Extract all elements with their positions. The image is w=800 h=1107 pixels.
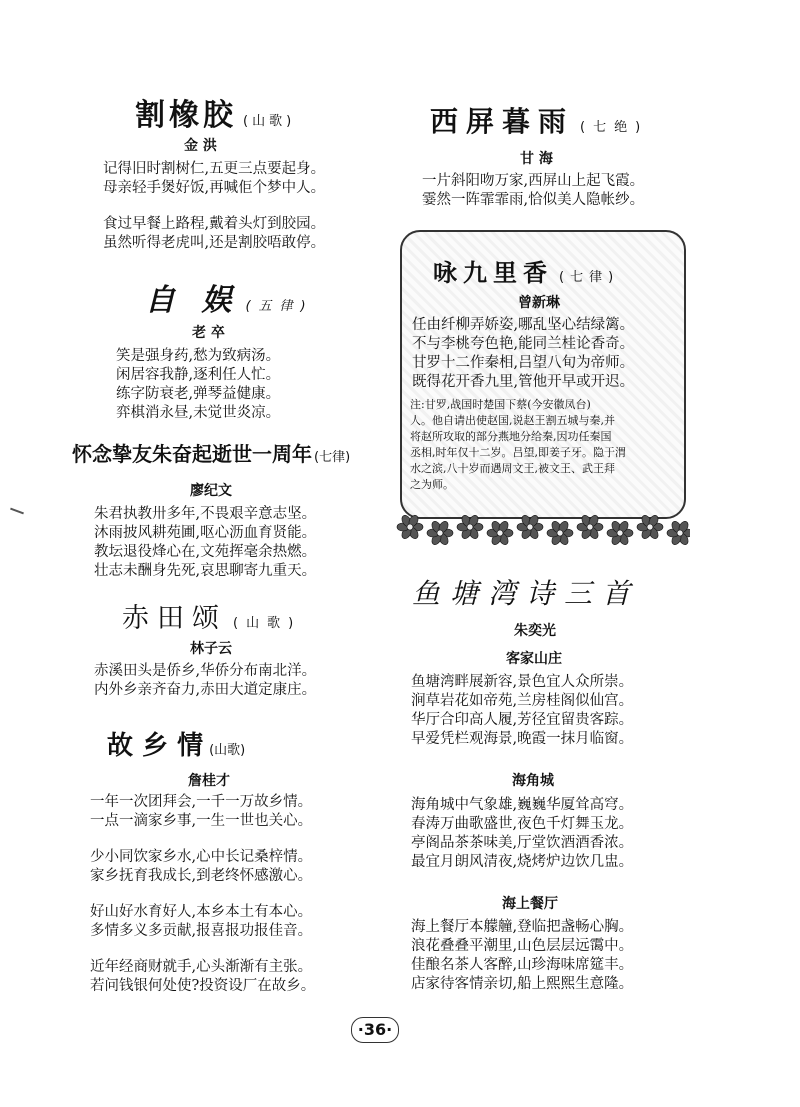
poem-line: 任由纤柳弄娇姿,哪乱坚心结绿篱。: [412, 317, 635, 333]
flower-center: [557, 530, 563, 536]
section-subtitle-haijiao: 海角城: [512, 773, 554, 789]
poem-line: 亭阁品茶茶味美,厅堂饮酒酒香浓。: [411, 835, 634, 851]
poem-line: [90, 941, 315, 958]
poem-line: 注:甘罗,战国时楚国下蔡(今安徽凤台): [410, 398, 591, 411]
section-body-haijiao: [411, 796, 633, 872]
poem-line: 鱼塘湾畔展新容,景色宜人众所崇。: [411, 674, 634, 690]
poem-title-xiping: 西屏暮雨 (七绝): [430, 105, 649, 138]
poem-line: 虽然听得老虎叫,还是割胶唔敢停。: [103, 235, 326, 251]
section-body-hakka: [411, 673, 633, 749]
poem-line: 人。他自请出使赵国,说赵王割五城与秦,并: [410, 414, 615, 427]
poem-line: 最宜月朗风清夜,烧烤炉边饮几盅。: [411, 854, 634, 870]
poem-line: 之为师。: [410, 478, 454, 491]
flower-center: [647, 524, 653, 530]
poem-line: 内外乡亲齐奋力,赤田大道定康庄。: [94, 682, 317, 698]
poem-author: 林子云: [190, 641, 232, 657]
poem-line: 食过早餐上路程,戴着头灯到胶园。: [103, 216, 326, 232]
poem-body-self-amuse: [116, 347, 280, 423]
poem-body-xiping: [422, 172, 644, 210]
poem-title-memorial: 怀念挚友朱奋起逝世一周年 (七律): [72, 442, 351, 466]
poem-line: 一片斜阳吻万家,西屏山上起飞霞。: [422, 173, 645, 189]
poem-line: [90, 886, 315, 903]
poem-line: 笑是强身药,愁为致病汤。: [116, 348, 281, 364]
poem-line: 家乡抚育我成长,到老终怀感激心。: [90, 868, 313, 884]
poem-line: 闲居容我静,逐利任人忙。: [116, 367, 281, 383]
poem-body-rubber: [103, 160, 325, 253]
poem-line: 既得花开香九里,管他开早或开迟。: [412, 374, 635, 390]
poem-line: 一点一滴家乡事,一生一世也关心。: [90, 813, 313, 829]
poem-title-hometown: 故 乡 情 (山歌): [107, 731, 246, 761]
poem-line: 春涛万曲歌盛世,夜色千灯舞玉龙。: [411, 816, 634, 832]
flower-center: [467, 524, 473, 530]
flower-center: [407, 524, 413, 530]
poem-line: [90, 831, 315, 848]
poem-line: 少小同饮家乡水,心中长记桑梓情。: [90, 849, 313, 865]
poem-title-jiulixiang: 咏九里香 (七律): [433, 259, 620, 287]
page-number: ·36·: [351, 1017, 399, 1043]
poem-line: 将赵所攻取的部分燕地分给秦,因功任秦国: [410, 430, 612, 443]
poem-body-jiulixiang: [412, 316, 634, 392]
poem-line: 若问钱银何处使?投资设厂在故乡。: [90, 978, 316, 994]
poem-line: 近年经商财就手,心头渐渐有主张。: [90, 959, 313, 975]
poem-line: 霎然一阵霏霏雨,恰似美人隐帐纱。: [422, 192, 645, 208]
flower-center: [617, 530, 623, 536]
poem-line: 海角城中气象雄,巍巍华厦耸高穹。: [411, 797, 634, 813]
poem-author: 朱奕光: [514, 623, 556, 639]
poem-line: 涧草岩花如帝苑,兰房桂阁似仙宫。: [411, 693, 634, 709]
poem-line: [103, 198, 325, 215]
poem-annotation: [410, 397, 626, 493]
flower-border-decoration: [395, 505, 690, 555]
poem-body-chitian: [94, 662, 316, 700]
poem-title-self-amuse: 自 娱 (五律): [145, 283, 314, 318]
poem-line: 早爱凭栏观海景,晚霞一抹月临窗。: [411, 731, 634, 747]
poem-line: 佳酿名茶人客醉,山珍海味席筵丰。: [411, 957, 634, 973]
poem-line: 壮志未酬身先死,哀思聊寄九重天。: [94, 563, 317, 579]
poem-line: 水之滨,八十岁而遇周文王,被文王、武王拜: [410, 462, 615, 475]
poem-line: 练字防衰老,弹琴益健康。: [116, 386, 281, 402]
poem-title-rubber: 割橡胶 (山歌): [135, 98, 296, 133]
flower-center: [587, 524, 593, 530]
poem-line: 好山好水育好人,本乡本土有本心。: [90, 904, 313, 920]
poem-line: 丞相,时年仅十二岁。吕望,即姜子牙。隐于渭: [410, 446, 626, 459]
poem-line: 弈棋消永昼,未觉世炎凉。: [116, 405, 281, 421]
poem-author: 金 洪: [184, 138, 217, 154]
poem-title-yutangwan: 鱼塘湾诗三首: [412, 577, 641, 610]
poem-author: 詹桂才: [188, 773, 230, 789]
poem-line: 不与李桃夸色艳,能同兰桂论香奇。: [412, 336, 635, 352]
poem-author: 老 卒: [192, 325, 225, 341]
poem-line: 母亲轻手煲好饭,再喊佢个梦中人。: [103, 180, 326, 196]
section-subtitle-restaurant: 海上餐厅: [502, 896, 558, 912]
poem-line: 华厅合印高人履,芳径宜留贵客踪。: [411, 712, 634, 728]
poem-line: 甘罗十二作秦相,吕望八旬为帝师。: [412, 355, 635, 371]
poem-author: 甘 海: [520, 151, 553, 167]
poem-line: 赤溪田头是侨乡,华侨分布南北洋。: [94, 663, 317, 679]
poem-line: 朱君执教卅多年,不畏艰辛意志坚。: [94, 506, 317, 522]
poem-body-hometown: [90, 793, 315, 996]
poem-author: 廖纪文: [190, 483, 232, 499]
poem-body-memorial: [94, 505, 316, 581]
poem-line: 教坛退役烽心在,文苑挥毫余热燃。: [94, 544, 317, 560]
margin-mark: [10, 508, 24, 515]
poem-line: 一年一次团拜会,一千一万故乡情。: [90, 794, 313, 810]
poem-author: 曾新琳: [518, 295, 560, 311]
flower-center: [497, 530, 503, 536]
poem-line: 海上餐厅本艨艟,登临把盏畅心胸。: [411, 919, 634, 935]
flower-center: [437, 530, 443, 536]
section-body-restaurant: [411, 918, 633, 994]
flower-center: [677, 530, 683, 536]
flower-center: [527, 524, 533, 530]
poem-title-chitian: 赤田颂 (山歌): [122, 603, 302, 634]
poem-line: 记得旧时割树仁,五更三点要起身。: [103, 161, 326, 177]
poem-line: 沐雨披风耕苑圃,呕心沥血育贤能。: [94, 525, 317, 541]
poem-line: 店家待客情亲切,船上熙熙生意隆。: [411, 976, 634, 992]
section-subtitle-hakka: 客家山庄: [506, 651, 562, 667]
poem-line: 多情多义多贡献,报喜报功报佳音。: [90, 923, 313, 939]
poem-line: 浪花叠叠平潮里,山色层层远霭中。: [411, 938, 634, 954]
